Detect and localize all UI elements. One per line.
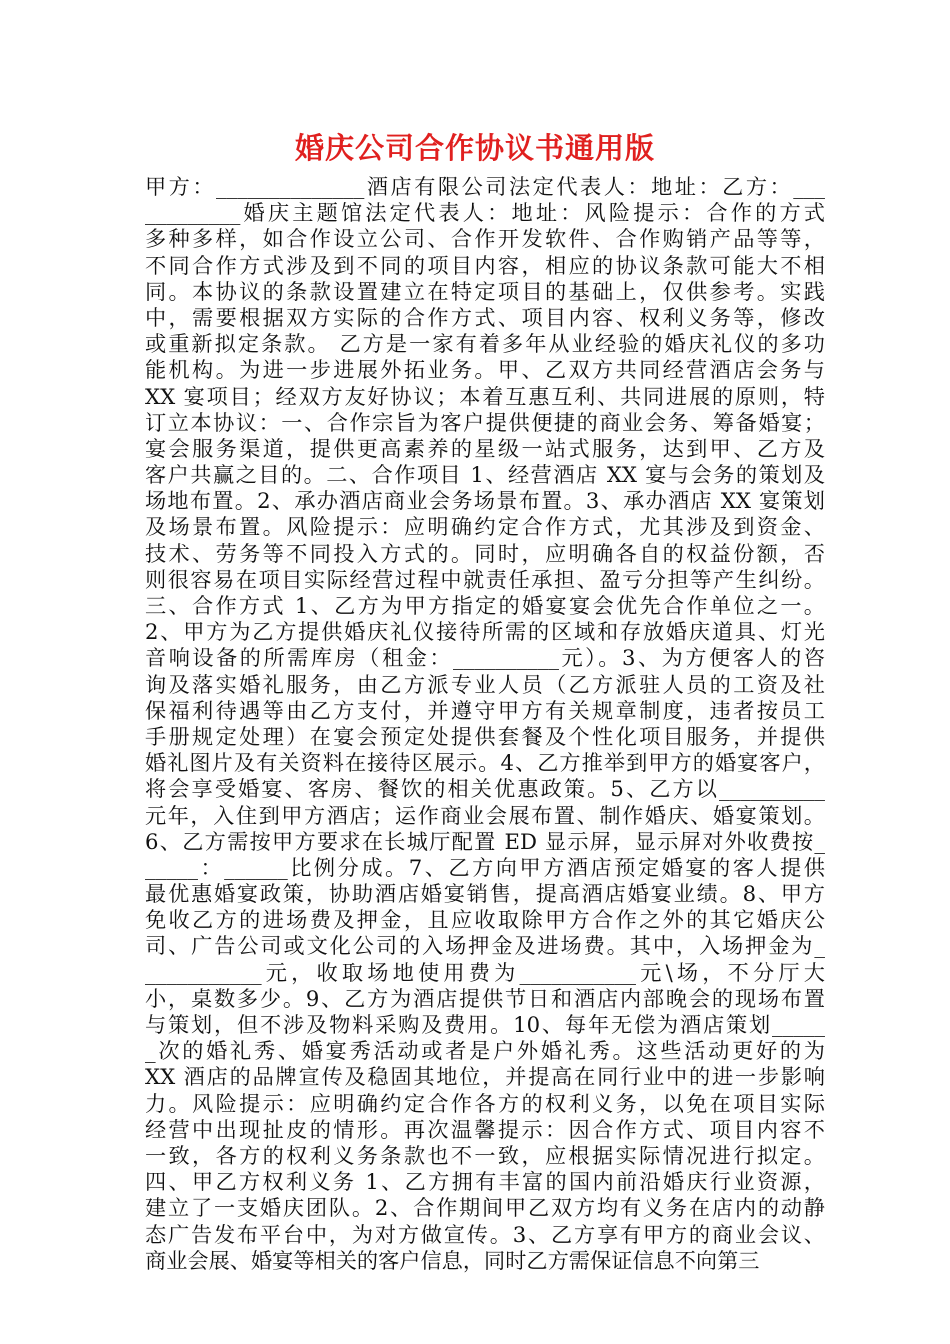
body-line: 6、乙方需按甲方要求在长城厅配置 ED 显示屏，显示屏对外收费按_ xyxy=(145,828,825,854)
body-line: 中，需要根据双方实际的合作方式、项目内容、权利义务等，修改 xyxy=(145,304,825,330)
body-line: 三、合作方式 1、乙方为甲方指定的婚宴宴会优先合作单位之一。 xyxy=(145,593,825,618)
body-line: XX 宴项目；经双方友好协议；本着互惠互利、共同进展的原则，特 xyxy=(145,383,825,409)
body-line: 技术、劳务等不同投入方式的。同时，应明确各自的权益份额，否 xyxy=(145,540,825,566)
body-line: _________婚庆主题馆法定代表人：地址：风险提示：合作的方式 xyxy=(145,200,825,226)
document-title: 婚庆公司合作协议书通用版 xyxy=(294,131,655,165)
body-line: 宴会服务渠道，提供更高素养的星级一站式服务，达到甲、乙方及 xyxy=(145,435,825,461)
body-line: 2、甲方为乙方提供婚庆礼仪接待所需的区域和存放婚庆道具、灯光 xyxy=(145,619,825,645)
body-line: 保福利待遇等由乙方支付，并遵守甲方有关规章制度，违者按员工 xyxy=(145,697,825,723)
body-line: 力。风险提示：应明确约定合作各方的权利义务，以免在项目实际 xyxy=(145,1090,825,1116)
body-line: 则很容易在项目实际经营过程中就责任承担、盈亏分担等产生纠纷。 xyxy=(145,566,825,592)
body-line: 手册规定处理）在宴会预定处提供套餐及个性化项目服务，并提供 xyxy=(145,723,825,749)
body-line: _____：______比例分成。7、乙方向甲方酒店预定婚宴的客人提供 xyxy=(145,854,825,880)
body-line: 司、广告公司或文化公司的入场押金及进场费。其中，入场押金为_ xyxy=(145,933,825,959)
body-line: 多种多样，如合作设立公司、合作开发软件、合作购销产品等等， xyxy=(145,226,825,252)
body-line: 与策划，但不涉及物料采购及费用。10、每年无偿为酒店策划_____ xyxy=(145,1012,825,1037)
body-line: 四、甲乙方权利义务 1、乙方拥有丰富的国内前沿婚庆行业资源， xyxy=(145,1169,825,1195)
body-line: 免收乙方的进场费及押金，且应收取除甲方合作之外的其它婚庆公 xyxy=(145,907,825,933)
body-line: 客户共赢之目的。二、合作项目 1、经营酒店 XX 宴与会务的策划及 xyxy=(145,462,825,488)
body-line: 及场景布置。风险提示：应明确约定合作方式，尤其涉及到资金、 xyxy=(145,514,825,540)
body-line: 元年，入住到甲方酒店；运作商业会展布置、制作婚庆、婚宴策划。 xyxy=(145,802,825,828)
body-line: 甲方：______________酒店有限公司法定代表人：地址：乙方：___ xyxy=(145,174,825,199)
body-line: XX 酒店的品牌宣传及稳固其地位，并提高在同行业中的进一步影响 xyxy=(145,1064,825,1090)
body-line: 不同合作方式涉及到不同的项目内容，相应的协议条款可能大不相 xyxy=(145,252,825,278)
body-line: 态广告发布平台中，为对方做宣传。3、乙方享有甲方的商业会议、 xyxy=(145,1221,825,1247)
body-line: _次的婚礼秀、婚宴秀活动或者是户外婚礼秀。这些活动更好的为 xyxy=(145,1038,825,1064)
body-line: 同。本协议的条款设置建立在特定项目的基础上，仅供参考。实践 xyxy=(145,278,825,304)
body-line: ___________元，收取场地使用费为___________元\场，不分厅大 xyxy=(145,959,825,985)
body-line: 音响设备的所需库房（租金：__________元）。3、为方便客人的咨 xyxy=(145,645,825,671)
body-line: 婚礼图片及有关资料在接待区展示。4、乙方推举到甲方的婚宴客户， xyxy=(145,750,825,776)
body-line: 能机构。为进一步进展外拓业务。甲、乙双方共同经营酒店会务与 xyxy=(145,357,825,383)
body-line: 将会享受婚宴、客房、餐饮的相关优惠政策。5、乙方以__________ xyxy=(145,776,825,802)
body-line: 最优惠婚宴政策，协助酒店婚宴销售，提高酒店婚宴业绩。8、甲方 xyxy=(145,881,825,907)
body-line: 小，桌数多少。9、乙方为酒店提供节日和酒店内部晚会的现场布置 xyxy=(145,985,825,1011)
document-body xyxy=(145,174,825,1274)
body-line: 建立了一支婚庆团队。2、合作期间甲乙双方均有义务在店内的动静 xyxy=(145,1195,825,1221)
body-line: 一致，各方的权利义务条款也不一致，应根据实际情况进行拟定。 xyxy=(145,1142,825,1168)
body-line: 场地布置。2、承办酒店商业会务场景布置。3、承办酒店 XX 宴策划 xyxy=(145,488,825,514)
body-line: 询及落实婚礼服务，由乙方派专业人员（乙方派驻人员的工资及社 xyxy=(145,671,825,697)
body-line: 经营中出现扯皮的情形。再次温馨提示：因合作方式、项目内容不 xyxy=(145,1116,825,1142)
body-line: 或重新拟定条款。 乙方是一家有着多年从业经验的婚庆礼仪的多功 xyxy=(145,331,825,357)
body-line: 商业会展、婚宴等相关的客户信息，同时乙方需保证信息不向第三 xyxy=(145,1247,760,1273)
body-line: 订立本协议：一、合作宗旨为客户提供便捷的商业会务、筹备婚宴； xyxy=(145,409,825,435)
